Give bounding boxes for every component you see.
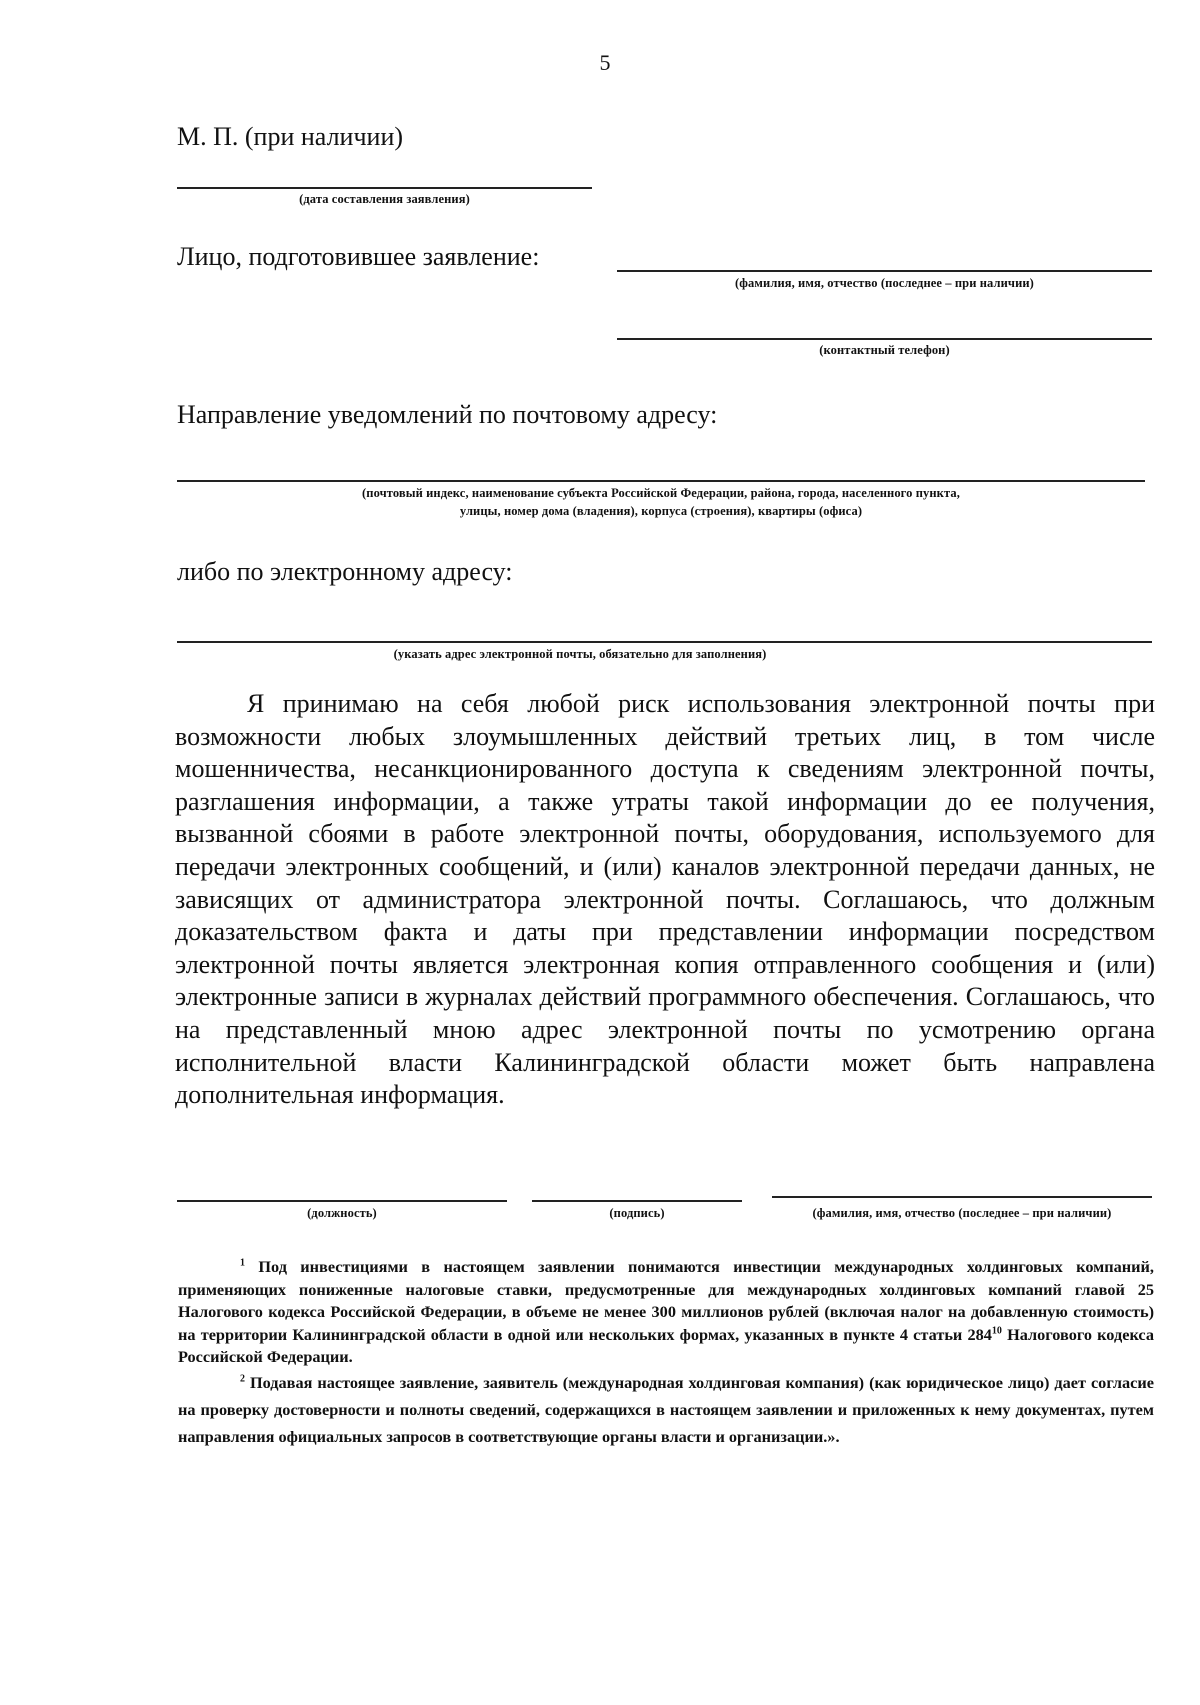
consent-paragraph: Я принимаю на себя любой риск использования электронной почты при возможности любых злоумышленных действий третьих лиц, в том числе мошенничества, несанкционированного доступа к сведениям электронной почты, разглашения информации, а также утраты такой информации до ее получения, вызванной сбоями в работе электронной почты, оборудования, используемого для передачи электронных сообщений, и (или) каналов электронной передачи данных, не зависящих от администратора электронной почты. Соглашаюсь, что должным доказательством факта и даты при представлении информации посредством электронной почты является электронная копия отправленного сообщения и (или) электронные записи в журналах действий программного обеспечения. Соглашаюсь, что на представленный мною адрес электронной почты по усмотрению органа исполнительной власти Калининградской области может быть направлена дополнительная информация. (175, 689, 1155, 1110)
postal-caption-line1: (почтовый индекс, наименование субъекта Российской Федерации, района, города, населенного пункта, (362, 486, 960, 500)
footnote-1-mark: 1 (240, 1257, 245, 1269)
footnote-2-mark: 2 (240, 1373, 245, 1385)
seal-label: М. П. (при наличии) (177, 122, 404, 151)
signature-caption: (подпись) (609, 1206, 665, 1220)
email-address-line (177, 641, 1152, 643)
footnote-2 (178, 1369, 1154, 1450)
preparer-phone-caption: (контактный телефон) (819, 343, 950, 357)
date-field-line (177, 187, 592, 189)
position-caption: (должность) (307, 1206, 377, 1220)
preparer-phone-line (617, 338, 1152, 340)
email-label: либо по электронному адресу: (177, 557, 513, 586)
postal-caption-line2: улицы, номер дома (владения), корпуса (строения), квартиры (офиса) (459, 504, 863, 518)
page-number: 5 (599, 50, 611, 75)
date-field-caption: (дата составления заявления) (299, 192, 470, 206)
signer-name-caption: (фамилия, имя, отчество (последнее – при наличии) (812, 1206, 1112, 1220)
signature-line (532, 1200, 742, 1202)
preparer-name-caption: (фамилия, имя, отчество (последнее – при наличии) (735, 276, 1034, 290)
preparer-label: Лицо, подготовившее заявление: (177, 242, 540, 271)
footnote-2-text: Подавая настоящее заявление, заявитель (международная холдинговая компания) (как юридическое лицо) дает согласие на проверку достоверности и полноты сведений, содержащихся в настоящем заявлении и приложенных к нему документах, путем направления официальных запросов в соответствующие органы власти и организации.». (178, 1372, 1154, 1446)
position-line (177, 1200, 507, 1202)
signer-name-line (772, 1196, 1152, 1198)
postal-address-line (177, 480, 1145, 482)
footnote-1 (178, 1256, 1154, 1369)
postal-label: Направление уведомлений по почтовому адресу: (177, 400, 718, 429)
preparer-name-line (617, 270, 1152, 272)
footnotes (178, 1256, 1154, 1450)
footnote-1-superscript: 10 (991, 1325, 1002, 1337)
footnote-1-text-end: Налогового кодекса Российской Федерации. (178, 1324, 1154, 1366)
email-caption: (указать адрес электронной почты, обязательно для заполнения) (393, 647, 767, 661)
footnote-1-text: Под инвестициями в настоящем заявлении понимаются инвестиции международных холдинговых компаний, применяющих пониженные налоговые ставки, предусмотренные для международных холдинговых компаний главой 25 Налогового кодекса Российской Федерации, в объеме не менее 300 миллионов рублей (включая налог на добавленную стоимость) на территории Калининградской области в одной или нескольких формах, указанных в пункте 4 статьи 284 (178, 1257, 1154, 1344)
